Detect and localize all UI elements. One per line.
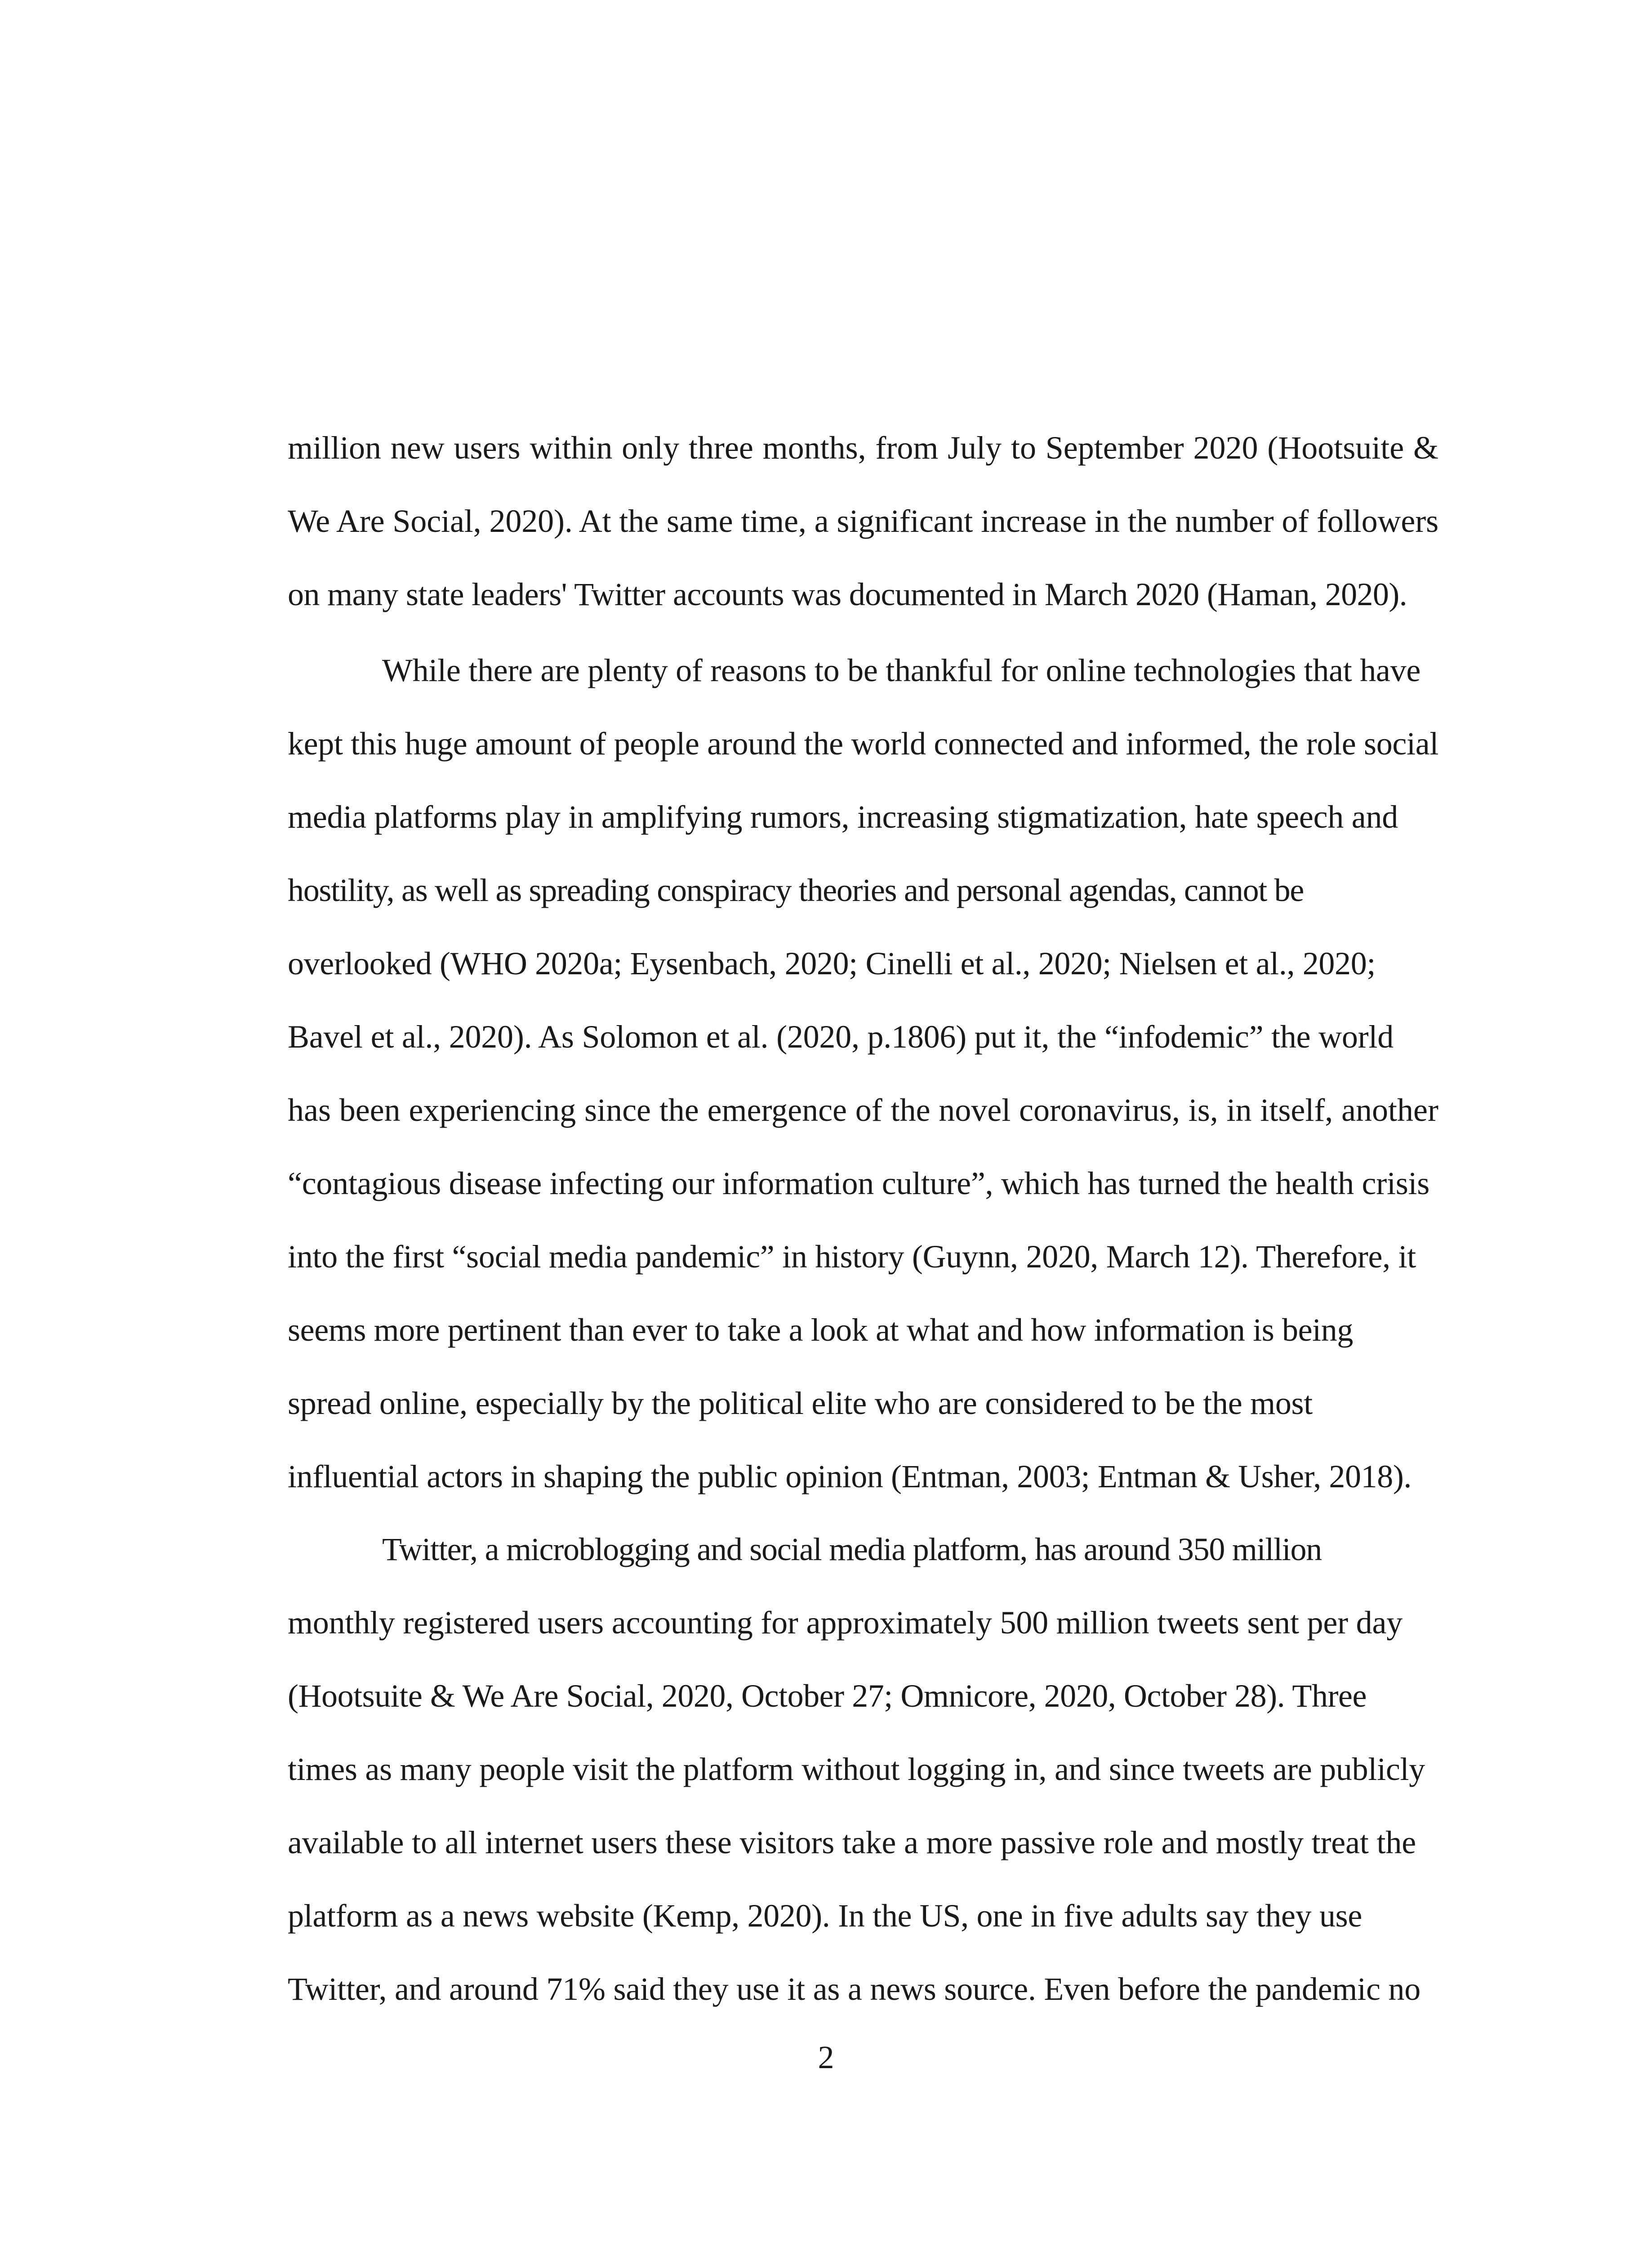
text-line: hostility, as well as spreading conspiracy theories and personal agendas, cannot be <box>288 872 1304 908</box>
text-line: Bavel et al., 2020). As Solomon et al. (2020, p.1806) put it, the “infodemic” the world <box>288 1019 1394 1055</box>
text-line: seems more pertinent than ever to take a look at what and how information is being <box>288 1312 1354 1348</box>
text-line: media platforms play in amplifying rumors, increasing stigmatization, hate speech and <box>288 799 1398 835</box>
text-line: has been experiencing since the emergence of the novel coronavirus, is, in itself, another <box>288 1092 1438 1128</box>
text-line: on many state leaders' Twitter accounts was documented in March 2020 (Haman, 2020). <box>288 576 1407 612</box>
text-line: available to all internet users these visitors take a more passive role and mostly treat the <box>288 1824 1416 1860</box>
text-line: “contagious disease infecting our information culture”, which has turned the health crisis <box>288 1165 1429 1201</box>
text-line: into the first “social media pandemic” in history (Guynn, 2020, March 12). Therefore, it <box>288 1239 1416 1275</box>
text-line: kept this huge amount of people around the world connected and informed, the role social <box>288 726 1438 762</box>
text-line: influential actors in shaping the public opinion (Entman, 2003; Entman & Usher, 2018). <box>288 1459 1412 1494</box>
text-line: spread online, especially by the political elite who are considered to be the most <box>288 1385 1313 1421</box>
text-line: While there are plenty of reasons to be thankful for online technologies that have <box>382 652 1420 688</box>
text-line: (Hootsuite & We Are Social, 2020, October 27; Omnicore, 2020, October 28). Three <box>288 1678 1367 1714</box>
text-line: Twitter, and around 71% said they use it as a news source. Even before the pandemic no <box>288 1971 1421 2007</box>
text-line: We Are Social, 2020). At the same time, a significant increase in the number of followers <box>288 503 1438 539</box>
text-line: million new users within only three months, from July to September 2020 (Hootsuite & <box>288 430 1438 466</box>
text-line: monthly registered users accounting for approximately 500 million tweets sent per day <box>288 1605 1403 1641</box>
page-number: 2 <box>818 2039 834 2075</box>
text-line: overlooked (WHO 2020a; Eysenbach, 2020; Cinelli et al., 2020; Nielsen et al., 2020; <box>288 946 1376 981</box>
text-line: Twitter, a microblogging and social media platform, has around 350 million <box>382 1531 1322 1567</box>
text-line: platform as a news website (Kemp, 2020). In the US, one in five adults say they use <box>288 1898 1362 1934</box>
text-line: times as many people visit the platform without logging in, and since tweets are publicly <box>288 1751 1425 1787</box>
